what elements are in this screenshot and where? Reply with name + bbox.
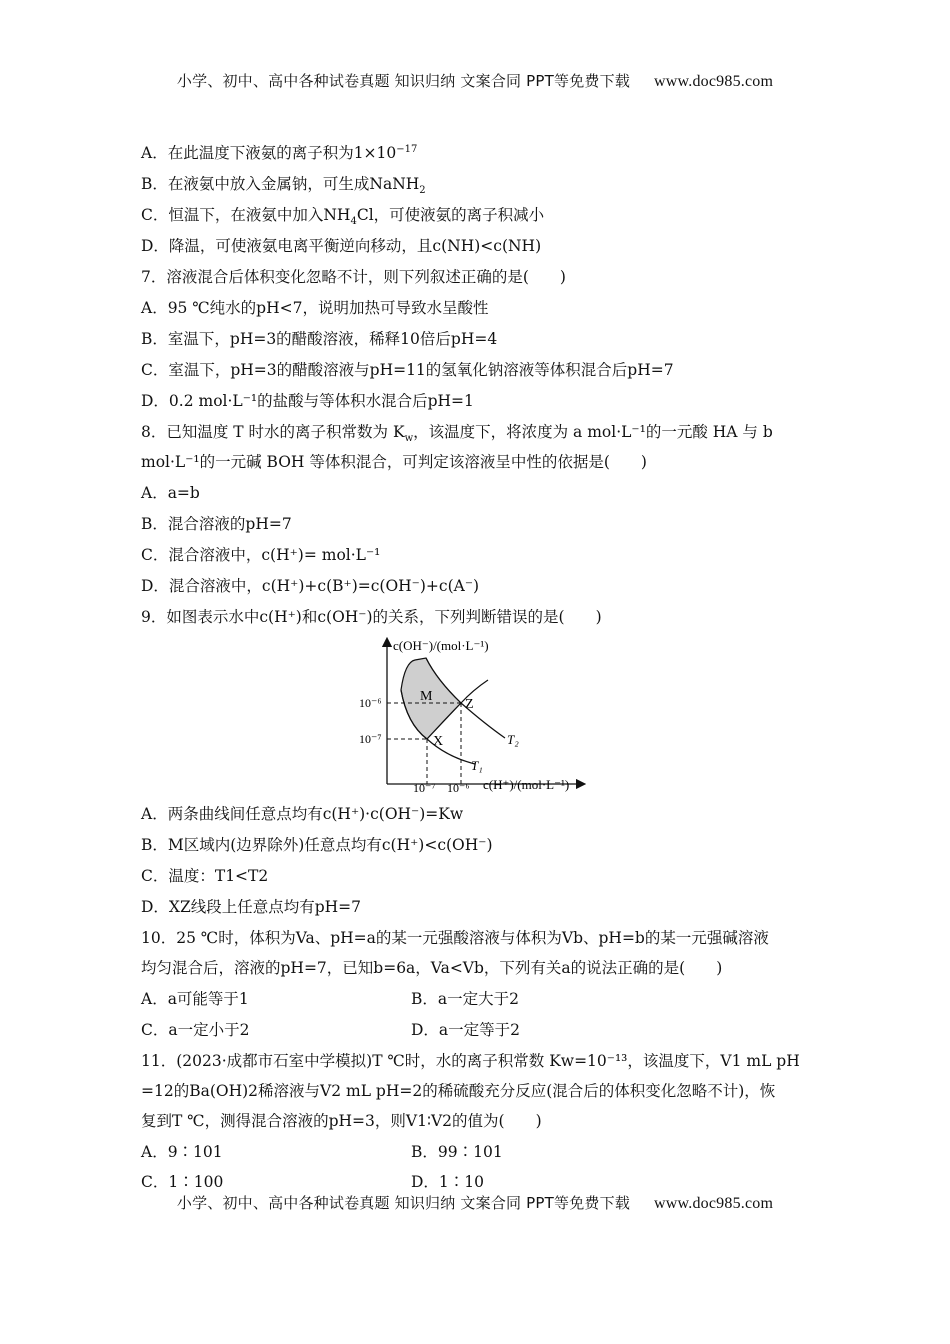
q11-stem-line1: 11．(2023·成都市石室中学模拟)T ℃时，水的离子积常数 Kw=10⁻¹³，该温度下，V1 mL pH bbox=[141, 1052, 800, 1070]
label-t2: T₂ bbox=[507, 732, 519, 747]
q8-stem1b-text: ，该温度下，将浓度为 a mol·L⁻¹的一元酸 HA 与 b bbox=[413, 423, 773, 441]
q9-option-c: C．温度：T1<T2 bbox=[141, 867, 269, 885]
q6-option-a bbox=[141, 143, 417, 163]
q7-option-b: B．室温下，pH=3的醋酸溶液，稀释10倍后pH=4 bbox=[141, 330, 498, 348]
q6-option-c bbox=[141, 205, 545, 228]
q11-option-d: D．1∶10 bbox=[411, 1173, 485, 1191]
q10-option-b: B．a一定大于2 bbox=[411, 990, 519, 1008]
label-z: Z bbox=[465, 697, 474, 712]
q6-c-text-a: C．恒温下，在液氨中加入NH bbox=[141, 206, 351, 224]
label-t1: T₁ bbox=[471, 758, 483, 773]
q10-option-d: D．a一定等于2 bbox=[411, 1021, 521, 1039]
q8-stem-line1 bbox=[141, 422, 773, 445]
q8-option-a: A．a=b bbox=[141, 484, 200, 502]
q10-option-a: A．a可能等于1 bbox=[141, 990, 249, 1008]
q6-c-sub: 4 bbox=[350, 216, 357, 228]
page-footer bbox=[0, 1192, 950, 1213]
q7-stem: 7．溶液混合后体积变化忽略不计，则下列叙述正确的是( ) bbox=[141, 268, 566, 286]
q8-option-d: D．混合溶液中，c(H⁺)+c(B⁺)=c(OH⁻)+c(A⁻) bbox=[141, 577, 480, 595]
ytick-1e-6: 10⁻⁶ bbox=[359, 696, 382, 710]
q6-a-text: A．在此温度下液氨的离子积为1×10 bbox=[141, 144, 397, 162]
xtick-1e-7: 10⁻⁷ bbox=[413, 781, 436, 795]
q11-stem-line3: 复到T ℃，测得混合溶液的pH=3，则V1∶V2的值为( ) bbox=[141, 1112, 542, 1130]
q8-stem-line2: mol·L⁻¹的一元碱 BOH 等体积混合，可判定该溶液呈中性的依据是( ) bbox=[141, 453, 647, 471]
q11-option-c: C．1∶100 bbox=[141, 1173, 224, 1191]
q10-stem-line2: 均匀混合后，溶液的pH=7，已知b=6a，Va<Vb，下列有关a的说法正确的是( ) bbox=[141, 959, 723, 977]
q9-stem: 9．如图表示水中c(H⁺)和c(OH⁻)的关系，下列判断错误的是( ) bbox=[141, 608, 602, 626]
ytick-1e-7: 10⁻⁷ bbox=[359, 732, 382, 746]
q7-option-d: D．0.2 mol·L⁻¹的盐酸与等体积水混合后pH=1 bbox=[141, 392, 474, 410]
q9-option-a: A．两条曲线间任意点均有c(H⁺)·c(OH⁻)=Kw bbox=[141, 805, 464, 823]
q6-option-b bbox=[141, 174, 426, 197]
label-x: X bbox=[433, 734, 444, 749]
q6-c-text-b: Cl，可使液氨的离子积减小 bbox=[356, 206, 545, 224]
graph-ylabel: c(OH⁻)/(mol·L⁻¹) bbox=[393, 638, 489, 653]
footer-text: 小学、初中、高中各种试卷真题 知识归纳 文案合同 PPT等免费下载 bbox=[176, 1194, 631, 1212]
q11-option-b: B．99∶101 bbox=[411, 1143, 503, 1161]
q7-option-a: A．95 ℃纯水的pH<7，说明加热可导致水呈酸性 bbox=[141, 299, 489, 317]
q6-b-sub: 2 bbox=[419, 185, 426, 197]
footer-url[interactable]: www.doc985.com bbox=[654, 1195, 774, 1212]
q10-option-c: C．a一定小于2 bbox=[141, 1021, 250, 1039]
q7-option-c: C．室温下，pH=3的醋酸溶液与pH=11的氢氧化钠溶液等体积混合后pH=7 bbox=[141, 361, 674, 379]
q9-option-b: B．M区域内(边界除外)任意点均有c(H⁺)<c(OH⁻) bbox=[141, 836, 493, 854]
q8-option-c: C．混合溶液中，c(H⁺)= mol·L⁻¹ bbox=[141, 546, 381, 564]
q6-option-d: D．降温，可使液氨电离平衡逆向移动，且c(NH)<c(NH) bbox=[141, 237, 542, 255]
q8-stem1-sub: w bbox=[404, 433, 414, 445]
q6-a-exponent: −17 bbox=[396, 143, 418, 155]
graph-xlabel: c(H⁺)/(mol·L⁻¹) bbox=[483, 777, 570, 792]
q10-stem-line1: 10．25 ℃时，体积为Va、pH=a的某一元强酸溶液与体积为Vb、pH=b的某一元强碱溶液 bbox=[141, 929, 769, 947]
xtick-1e-6: 10⁻⁶ bbox=[447, 781, 470, 795]
q9-option-d: D．XZ线段上任意点均有pH=7 bbox=[141, 898, 362, 916]
header-url[interactable]: www.doc985.com bbox=[654, 73, 774, 90]
q11-option-a: A．9∶101 bbox=[141, 1143, 223, 1161]
q6-b-text: B．在液氨中放入金属钠，可生成NaNH bbox=[141, 175, 420, 193]
header-text: 小学、初中、高中各种试卷真题 知识归纳 文案合同 PPT等免费下载 bbox=[176, 72, 631, 90]
page-header bbox=[0, 70, 950, 91]
q8-stem1-text: 8．已知温度 T 时水的离子积常数为 K bbox=[141, 423, 405, 441]
ionic-product-graph bbox=[355, 632, 595, 797]
q8-option-b: B．混合溶液的pH=7 bbox=[141, 515, 292, 533]
q11-stem-line2: =12的Ba(OH)2稀溶液与V2 mL pH=2的稀硫酸充分反应(混合后的体积变化忽略不计)，恢 bbox=[141, 1082, 776, 1100]
label-m: M bbox=[420, 689, 433, 704]
